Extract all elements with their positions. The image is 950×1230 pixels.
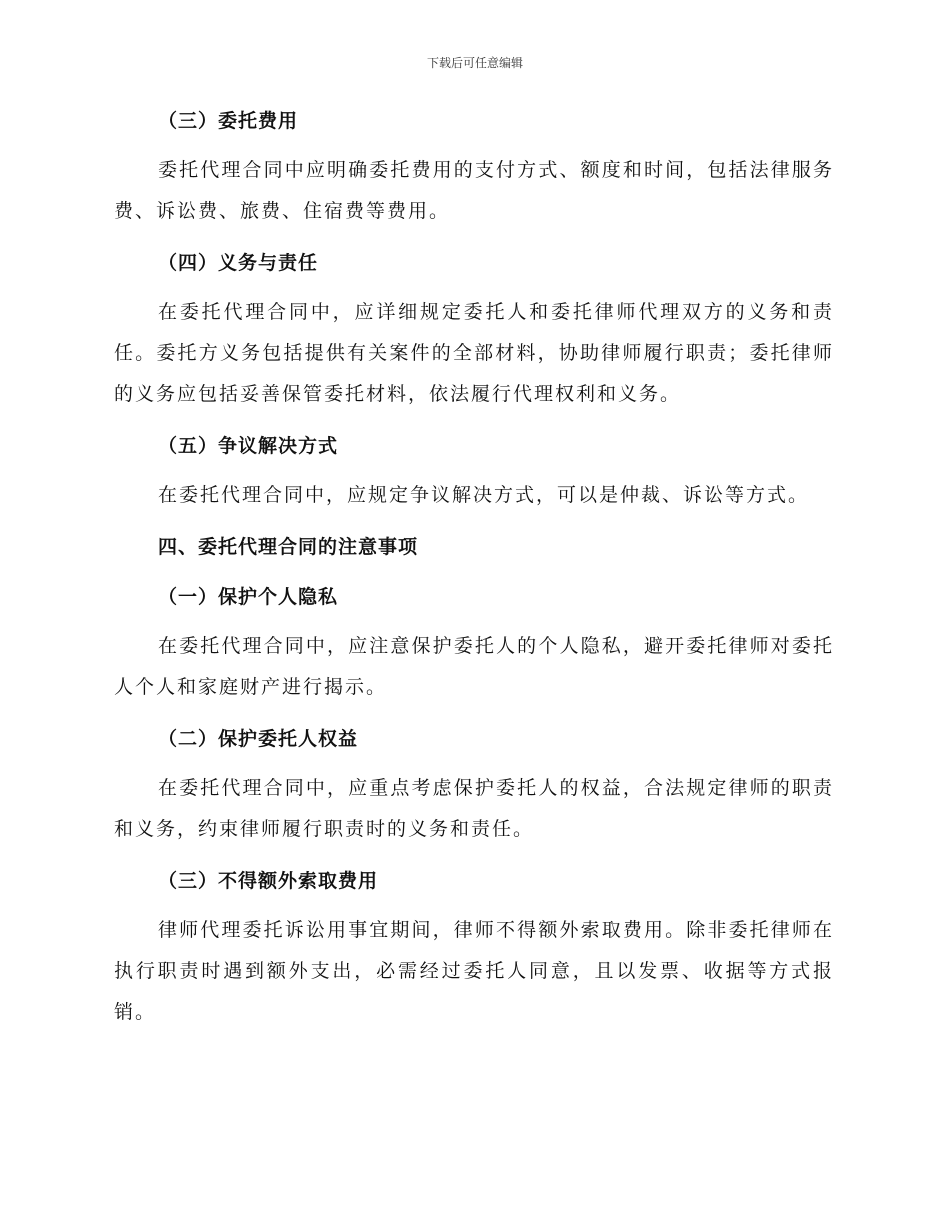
chapter-heading-notes: 四、委托代理合同的注意事项	[158, 536, 419, 558]
document-body	[114, 108, 834, 1033]
section-paragraph-privacy: 在委托代理合同中，应注意保护委托人的个人隐私，避开委托律师对委托人个人和家庭财产进行揭示。	[114, 635, 834, 698]
section-heading-dispute: （五）争议解决方式	[158, 435, 339, 457]
section-paragraph-no-extra-fees: 律师代理委托诉讼用事宜期间，律师不得额外索取费用。除非委托律师在执行职责时遇到额外支出，必需经过委托人同意，且以发票、收据等方式报销。	[114, 919, 834, 1023]
header-note: 下载后可任意编辑	[426, 56, 523, 70]
section-heading-duties: （四）义务与责任	[158, 252, 319, 274]
section-paragraph-rights: 在委托代理合同中，应重点考虑保护委托人的权益，合法规定律师的职责和义务，约束律师履行职责时的义务和责任。	[114, 777, 834, 840]
section-paragraph-dispute: 在委托代理合同中，应规定争议解决方式，可以是仲裁、诉讼等方式。	[158, 484, 810, 506]
section-heading-no-extra-fees: （三）不得额外索取费用	[158, 870, 379, 892]
section-heading-fee: （三）委托费用	[158, 110, 299, 132]
section-paragraph-duties: 在委托代理合同中，应详细规定委托人和委托律师代理双方的义务和责任。委托方义务包括提供有关案件的全部材料，协助律师履行职责；委托律师的义务应包括妥善保管委托材料，依法履行代理权利和义务。	[114, 301, 834, 405]
section-heading-rights: （二）保护委托人权益	[158, 728, 359, 750]
section-heading-privacy: （一）保护个人隐私	[158, 586, 339, 608]
section-paragraph-fee: 委托代理合同中应明确委托费用的支付方式、额度和时间，包括法律服务费、诉讼费、旅费、住宿费等费用。	[114, 159, 834, 222]
